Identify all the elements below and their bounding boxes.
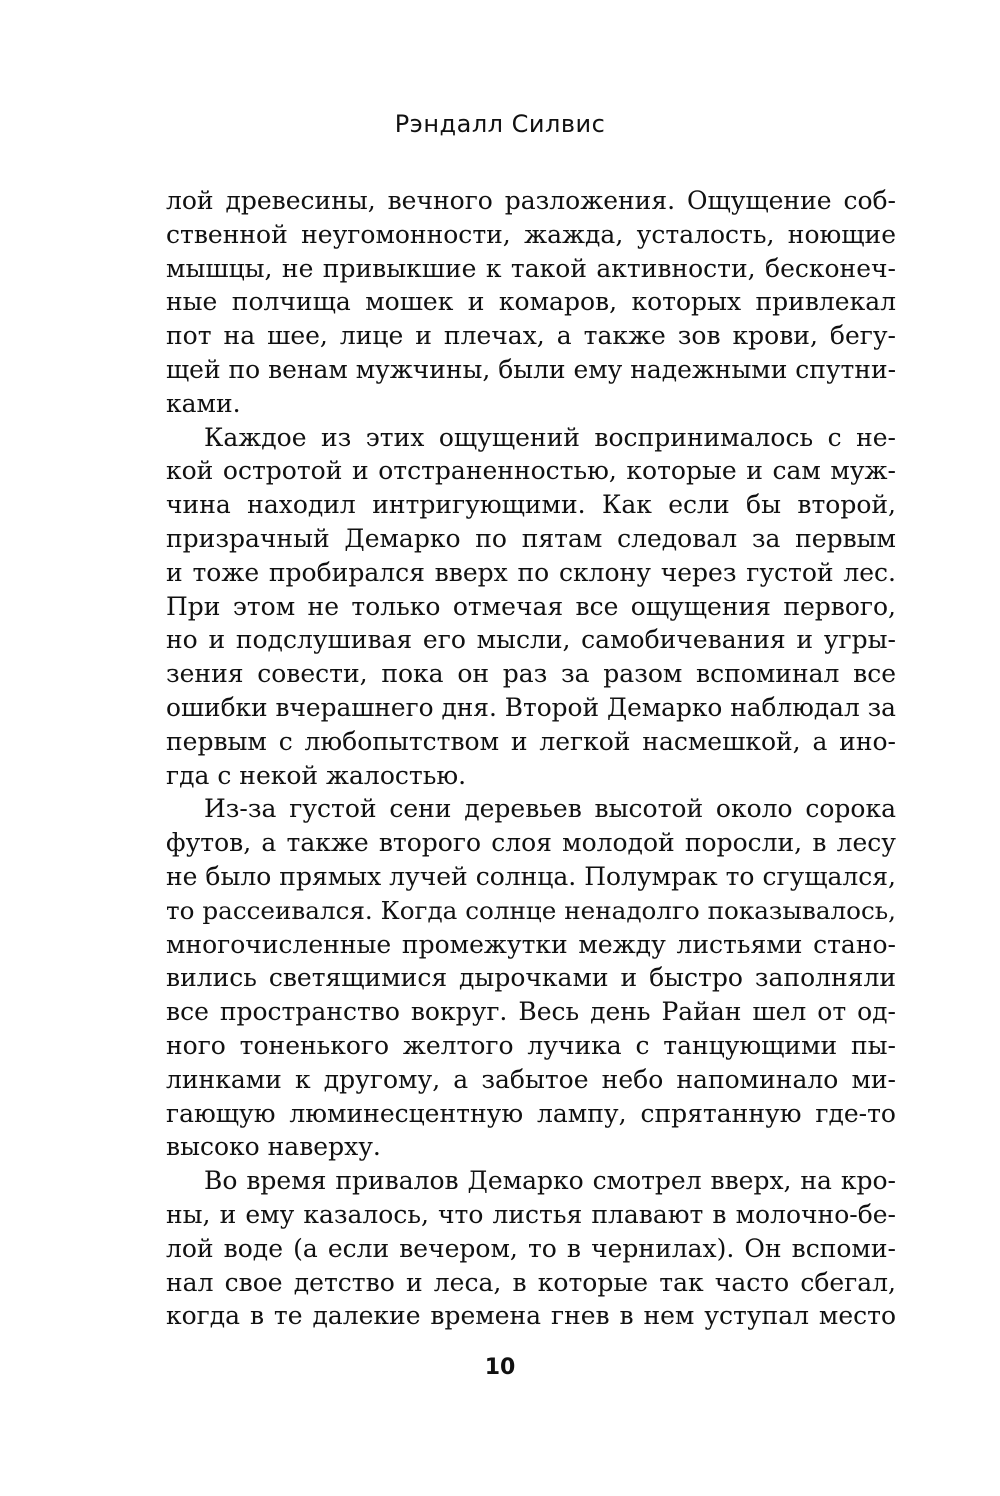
text-line: ками. xyxy=(166,388,241,418)
text-line: ного тоненького желтого лучика с танцующими пы- xyxy=(166,1030,896,1060)
text-line: призрачный Демарко по пятам следовал за первым xyxy=(166,523,896,553)
text-line: ны, и ему казалось, что листья плавают в молочно-бе- xyxy=(166,1199,896,1229)
text-line: пот на шее, лице и плечах, а также зов крови, бегу- xyxy=(166,321,896,351)
text-line: лой древесины, вечного разложения. Ощущение соб- xyxy=(166,186,896,215)
text-line: не было прямых лучей солнца. Полумрак то сгущался, xyxy=(166,861,896,891)
text-line: линками к другому, а забытое небо напоминало ми- xyxy=(166,1064,896,1094)
text-line: Из-за густой сени деревьев высотой около сорока xyxy=(204,794,896,824)
text-line: высоко наверху. xyxy=(166,1132,381,1162)
text-line: чина находил интригующими. Как если бы второй, xyxy=(166,490,896,520)
text-line: футов, а также второго слоя молодой поросли, в лесу xyxy=(166,828,896,858)
text-line: кой остротой и отстраненностью, которые и сам муж- xyxy=(166,456,896,486)
text-line: первым с любопытством и легкой насмешкой, а ино- xyxy=(166,726,896,756)
text-line: и тоже пробирался вверх по склону через густой лес. xyxy=(166,557,896,587)
text-line: зения совести, пока он раз за разом вспоминал все xyxy=(166,659,896,689)
text-line: лой воде (а если вечером, то в чернилах). Он вспоми- xyxy=(166,1233,896,1263)
text-line: ственной неугомонности, жажда, усталость, ноющие xyxy=(166,219,896,249)
text-line: гда с некой жалостью. xyxy=(166,760,467,790)
text-line: но и подслушивая его мысли, самобичевания и угры- xyxy=(166,625,896,655)
text-line: вились светящимися дырочками и быстро заполняли xyxy=(166,963,896,993)
text-line: ошибки вчерашнего дня. Второй Демарко наблюдал за xyxy=(166,692,896,722)
text-line: мышцы, не привыкшие к такой активности, бесконеч- xyxy=(166,253,896,283)
page-number: 10 xyxy=(484,1355,516,1380)
body-text xyxy=(166,184,896,1333)
text-line: Во время привалов Демарко смотрел вверх, на кро- xyxy=(204,1166,896,1196)
text-line: то рассеивался. Когда солнце ненадолго показывалось, xyxy=(166,895,896,925)
text-line: когда в те далекие времена гнев в нем уступал место xyxy=(166,1301,896,1331)
text-line: При этом не только отмечая все ощущения первого, xyxy=(166,591,896,621)
text-line: Каждое из этих ощущений воспринималось с не- xyxy=(204,422,896,452)
text-line: ные полчища мошек и комаров, которых привлекал xyxy=(166,287,896,317)
text-line: гающую люминесцентную лампу, спрятанную где-то xyxy=(166,1098,896,1128)
text-line: нал свое детство и леса, в которые так часто сбегал, xyxy=(166,1267,896,1297)
running-head: Рэндалл Силвис xyxy=(394,110,606,138)
text-line: многочисленные промежутки между листьями стано- xyxy=(166,929,896,959)
text-line: все пространство вокруг. Весь день Райан шел от од- xyxy=(166,997,896,1027)
text-line: щей по венам мужчины, были ему надежными спутни- xyxy=(166,354,896,384)
